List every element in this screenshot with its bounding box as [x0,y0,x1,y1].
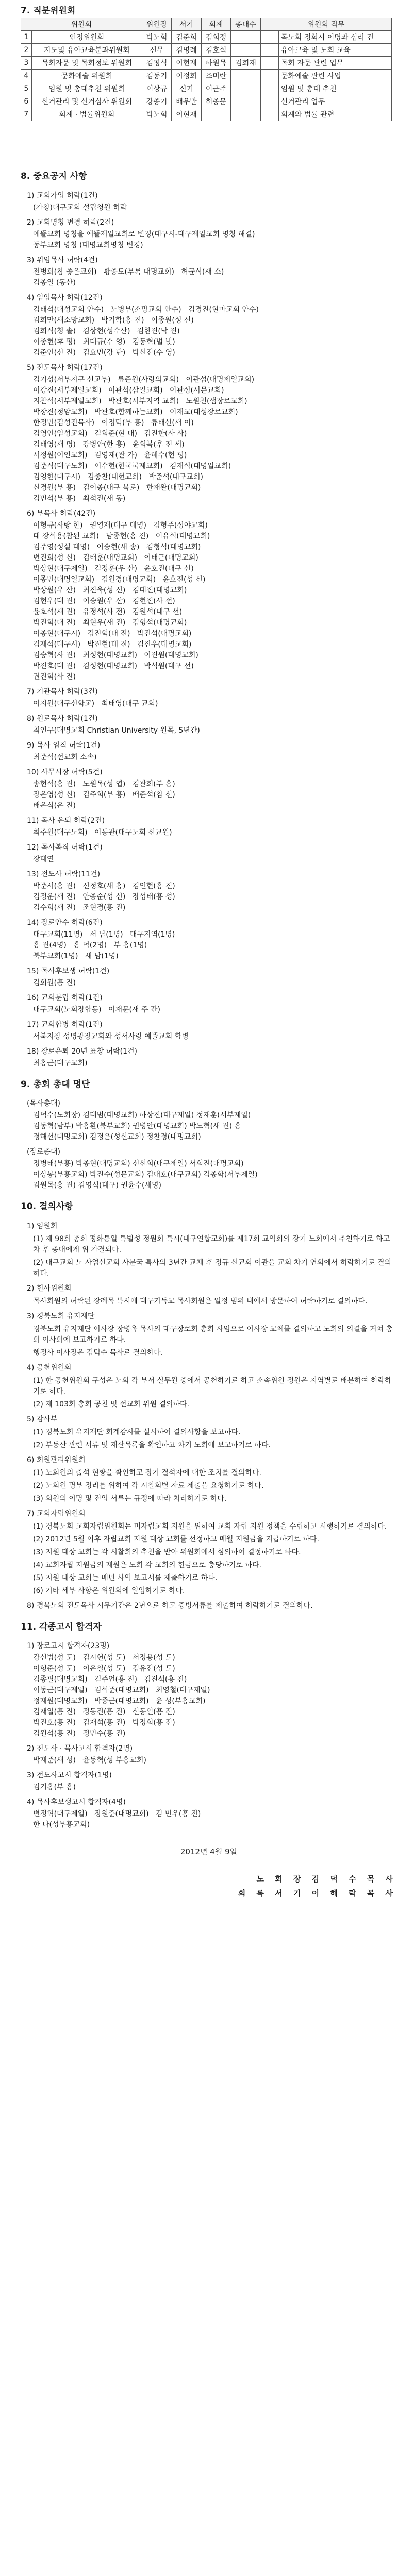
notice-item-line: 서정원(이인교회) 김영재(관 가) 윤혜수(현 평) [33,451,187,460]
resolution-paragraph: (6) 기타 세부 사항은 위원회에 일임하기로 하다. [33,1586,185,1595]
committee-cell: 문화예술 위원회 [31,70,142,82]
section-11-groups [21,1641,397,1831]
notice-item-line: 배은식(은 진) [33,801,76,810]
committee-cell: 김호석 [201,44,230,57]
notice-item-line: 송현석(흥 진) 노원목(성 엽) 김관희(부 흥) [33,779,175,788]
clergy-delegate-line: 김덕수(노회장) 김태범(대명교회) 하상진(대구제일) 정재훈(서부제일) [33,1111,251,1120]
committee-cell: 지도및 유아교육분과위원회 [31,44,142,57]
committee-cell: 김희재 [231,57,260,70]
notice-item-line: 한정민(김성진목사) 이정덕(부 흥) 류태선(새 이) [33,418,194,427]
committee-cell [260,82,278,95]
exam-passer-line: 김재일(흥 진) 정동진(흥 진) 신동인(흥 진) [33,1708,175,1716]
col-header-delegates: 총대수 [231,18,260,31]
notice-item-line: 박준서(흥 진) 신정호(새 흥) 김인현(흥 진) [33,882,175,890]
committee-cell [231,108,260,121]
resolution-paragraph: 행정사 이사장은 김덕수 목사로 결의하다. [33,1348,163,1357]
notice-item-line: 동부교회 명칭 (대명교회명칭 변경) [33,241,143,249]
clergy-delegate-line: 정해선(대명교회) 김정은(성신교회) 정찬정(대명교회) [33,1133,201,1141]
notice-item-line: 이형규(사랑 한) 권영재(대구 대명) 김형주(성야교회) [33,521,208,530]
committee-cell: 목회자문 및 목회정보 위원회 [31,57,142,70]
section-8-items [21,191,397,1069]
committee-cell: 신무 [142,44,171,57]
committee-cell [231,31,260,44]
committee-cell: 선거관리 업무 [278,95,391,108]
committee-cell: 인정위원회 [31,31,142,44]
resolution-paragraph: (2) 부동산 관련 서류 및 재산목록을 확인하고 차기 노회에 보고하기로 하다. [33,1440,271,1449]
committee-cell [231,82,260,95]
resolution-title: 4) 공천위원회 [27,1363,72,1372]
committee-cell: 회계와 법률 관련 [278,108,391,121]
notice-item-title: 4) 임임목사 허락(12건) [27,293,103,302]
committee-cell [260,57,278,70]
committee-cell: 5 [21,82,32,95]
section-9-title: 9. 총회 총대 명단 [21,1079,90,1090]
resolution-title: 2) 헌사위원회 [27,1284,72,1293]
exam-passer-line: 강신범(성 도) 김시헌(성 도) 서정용(성 도) [33,1654,175,1662]
notice-item-line: 김주영(성실 대명) 이승현(새 송) 김형석(대명교회) [33,543,201,551]
notice-item-line: 서북지장 성명광장교회와 성서사랑 예뜰교회 합병 [33,1032,189,1041]
committee-cell: 김동기 [142,70,171,82]
resolution-paragraph: (2) 2012년 5월 이후 자립교회 지원 대상 교회를 선정하고 매월 지원금을 지급하기로 하다. [33,1535,319,1544]
resolution-title: 5) 감사부 [27,1415,58,1423]
notice-item-title: 8) 원로목사 허락(1건) [27,714,98,723]
committee-cell: 이정희 [172,70,201,82]
section-10-items [21,1221,397,1612]
notice-item-title: 13) 전도사 허락(11건) [27,870,101,878]
committee-cell: 박노혁 [142,31,171,44]
moderator-signature: 노 회 장 김 덕 수 목 사 [256,1874,397,1884]
col-header-treasurer: 회계 [201,18,230,31]
notice-item-title: 14) 장로안수 허락(6건) [27,918,103,927]
notice-item-line: 김종일 (동산) [33,278,76,287]
exam-group-title: 1) 장로고시 합격자(23명) [27,1642,110,1650]
committee-cell: 1 [21,31,32,44]
notice-item-line: 최준석(선교회 소속) [33,753,97,761]
committee-cell: 이근주 [201,82,230,95]
notice-item-line: 전병희(참 좋은교회) 황종도(부록 대명교회) 허균식(새 소) [33,267,224,276]
committee-cell: 회계 · 법률위원회 [31,108,142,121]
notice-item-line: 최주원(대구노회) 이동관(대구노회 선교원) [33,828,172,837]
committee-cell: 김명례 [172,44,201,57]
notice-item-line: (가칭)대구교회 설립청원 허락 [33,203,127,212]
exam-passer-line: 김원석(흥 진) 정민수(흥 진) [33,1730,126,1738]
resolution-paragraph: (1) 경북노회 교회자립위원회는 미자립교회 지원을 위하여 교회 자립 지원 정책을 수립하고 시행하기로 결의하다. [33,1522,387,1531]
notice-item-line: 흥 진(4명) 흥 덕(2명) 부 흥(1명) [33,941,147,950]
committee-cell: 4 [21,70,32,82]
notice-item-line: 김수희(새 진) 조현경(흥 진) [33,903,126,912]
col-header-chair: 위원장 [142,18,171,31]
notice-item-line: 박진호(대 진) 김성현(대명교회) 박석원(대구 선) [33,662,194,670]
notice-item-title: 2) 교회명칭 변경 허락(2건) [27,218,114,227]
exam-passer-line: 박재준(새 성) 윤동혁(성 부흥교회) [33,1756,146,1765]
section-11-title: 11. 각종고시 합격자 [21,1621,102,1632]
elder-delegate-line: 정병태(부흥) 박종현(대명교회) 신선희(대구제일) 서희진(대명교회) [33,1160,244,1168]
committee-row [21,95,392,108]
committee-cell [260,70,278,82]
col-header-duty: 위원회 직무 [260,18,391,31]
notice-item-line: 이종현(대구시) 김진혁(대 진) 박진석(대명교회) [33,629,192,638]
notice-item-title: 11) 목사 은퇴 허락(2건) [27,816,105,825]
notice-item-title: 5) 전도목사 허락(17건) [27,363,103,372]
notice-item-line: 장태연 [33,855,54,863]
notice-item-line: 김현우(대 진) 이승원(우 산) 김현진(사 선) [33,597,175,605]
committee-cell: 선거관리 및 선거심사 위원회 [31,95,142,108]
notice-item-title: 18) 장로은퇴 20년 표창 허락(1건) [27,1047,137,1056]
committee-cell: 문화예술 관련 사업 [278,70,391,82]
committee-cell [260,44,278,57]
notice-item-line: 이종현(후 평) 최대규(수 영) 김동혁(별 빛) [33,337,175,346]
clergy-delegates [21,1110,397,1143]
section-8-title: 8. 중요공지 사항 [21,171,87,181]
committee-cell: 신기 [172,82,201,95]
committee-row [21,44,392,57]
notice-item-line: 김민석(부 흥) 최석진(새 동) [33,494,126,503]
notice-item-line: 김희원(흥 진) [33,978,76,987]
committee-cell [231,95,260,108]
document-body [21,170,397,1903]
committee-table [21,18,392,121]
col-header-secretary: 서기 [172,18,201,31]
resolution-paragraph: 목사회원의 허락된 장례목 특시에 대구기독교 목사회원은 일정 범위 내에서 방문하여 허락하기로 결의하다. [33,1297,368,1306]
notice-item-line: 변진희(성 신) 김태훈(대명교회) 이태근(대명교회) [33,553,198,562]
exam-passer-line: 이형준(성 도) 이은철(성 도) 김유진(성 도) [33,1665,175,1673]
exam-passer-line: 김기홍(부 흥) [33,1783,76,1791]
notice-item-line: 김정운(새 진) 안종순(성 신) 장성태(흥 성) [33,892,175,901]
resolution-paragraph: (4) 교회자립 지원금의 재원은 노회 각 교회의 헌금으로 충당하기로 하다. [33,1561,262,1569]
notice-item-line: 대구교회(노회장합동) 이재문(새 주 간) [33,1005,160,1014]
resolution-paragraph: 경북노회 유지재단 이사장 장병옥 목사의 대구장로회 총회 사임으로 이사장 교체를 결의하고 노회의 의결을 거쳐 총회 이사회에 보고하기로 하다. [33,1325,393,1344]
committee-cell: 6 [21,95,32,108]
section-10-title: 10. 결의사항 [21,1201,73,1212]
clergy-delegate-line: 김동혁(남부) 박흥환(북부교회) 권병안(대명교회) 박노혁(새 진) 흥 [33,1122,242,1130]
committee-row [21,31,392,44]
committee-cell: 조미란 [201,70,230,82]
notice-item-title: 10) 사무시장 허락(5건) [27,768,103,776]
notice-item-line: 이종민(대명일교회) 김원경(대명교회) 윤호진(성 신) [33,575,206,584]
resolution-paragraph: (1) 노회원의 출석 현황을 확인하고 장기 결석자에 대한 조치를 결의하다. [33,1468,262,1477]
notice-item-title: 3) 위임목사 허락(4건) [27,256,98,264]
committee-cell [201,108,230,121]
resolution-title: 1) 임원회 [27,1222,58,1230]
notice-item-line: 김준식(대구노회) 이수현(한국국제교회) 김재석(대명일교회) [33,462,231,470]
exam-passer-line: 박진호(흥 진) 김재석(흥 진) 박정희(흥 진) [33,1719,175,1727]
committee-cell [260,108,278,121]
elder-delegates [21,1159,397,1191]
exam-group-title: 3) 전도사고시 합격자(1명) [27,1771,112,1780]
notice-item-line: 최인구(대명교회 Christian University 원목, 5년간) [33,726,200,735]
clergy-delegates-label: (목사총대) [27,1099,61,1108]
notice-item-line: 대 장석용(참된 교회) 남종현(흥 진) 이유석(대명교회) [33,532,210,540]
notice-item-title: 17) 교회합병 허락(1건) [27,1020,103,1029]
resolution-paragraph: (3) 지원 대상 교회는 각 시찰회의 추천을 받아 위원회에서 심의하여 결정하기로 하다. [33,1548,301,1556]
notice-item-line: 박상현(대구제일) 김정훈(우 산) 윤호진(대구 선) [33,564,194,573]
resolution-paragraph: (2) 제 103회 총회 공천 및 선교회 위원 결의하다. [33,1400,189,1409]
notice-item-title: 6) 부목사 허락(42건) [27,509,96,518]
notice-item-line: 이강진(서부제일교회) 이관석(삼일교회) 이관성(서문교회) [33,386,224,395]
committee-cell: 이현재 [172,108,201,121]
committee-body [21,31,392,121]
notice-item-line: 김기성(서부지구 선교부) 류준원(사랑의교회) 이관섭(대명제일교회) [33,375,255,384]
resolution-title: 8) 경북노회 전도목사 시무기간은 2년으로 하고 증빙서류를 제출하여 허락하기로 결의하다. [27,1601,313,1610]
committee-cell [231,70,260,82]
resolution-title: 3) 경북노회 유지재단 [27,1312,95,1320]
notice-item-title: 12) 목사복직 허락(1건) [27,843,103,852]
exam-passer-line: 한 나(성부흥교회) [33,1821,90,1829]
committee-cell: 이상규 [142,82,171,95]
exam-passer-line: 김종필(대명교회) 김주언(흥 진) 김진석(흥 진) [33,1675,187,1684]
committee-cell: 김희정 [201,31,230,44]
resolution-paragraph: (3) 회원의 이명 및 전입 서류는 규정에 따라 처리하기로 하다. [33,1494,227,1503]
signature-date: 2012년 4월 9일 [180,1847,238,1856]
notice-item-line: 권진혁(사 진) [33,672,76,681]
notice-item-line: 박장진(정암교회) 박관호(함께하는교회) 이재교(대성장로교회) [33,408,238,416]
committee-row [21,70,392,82]
notice-item-line: 이지원(대구신학교) 최태영(대구 교회) [33,699,158,708]
exam-passer-line: 이동근(대구제일) 김석준(대명교회) 최영철(대구제일) [33,1686,210,1694]
committee-row [21,108,392,121]
exam-passer-line: 변정혁(대구제일) 장원준(대명교회) 김 민우(흥 진) [33,1810,201,1818]
notice-item-line: 지찬석(서부제일교회) 박관호(서부지역 교회) 노원천(샘장로교회) [33,397,247,405]
exam-group-title: 2) 전도사 · 목사고시 합격자(2명) [27,1744,133,1753]
notice-item-line: 박진혁(대 진) 최현우(새 진) 김형석(대명교회) [33,618,187,627]
committee-cell: 2 [21,44,32,57]
resolution-paragraph: (2) 대구교회 노 사업선교회 사분국 특사의 3년간 교체 후 정규 선교회 이관을 교회 차기 연회에서 허락하기로 결의하다. [33,1258,391,1278]
committee-cell: 임원 및 총대추천 위원회 [31,82,142,95]
notice-item-line: 김희만(새소망교회) 박기학(흥 진) 이종원(성 신) [33,316,194,325]
elder-delegates-label: (장로총대) [27,1148,61,1156]
resolution-title: 7) 교회자립위원회 [27,1509,86,1518]
committee-cell [260,95,278,108]
committee-cell: 이현재 [172,57,201,70]
committee-header-row [21,18,392,31]
committee-cell: 배우만 [172,95,201,108]
committee-cell: 임원 및 총대 추천 [278,82,391,95]
exam-passer-line: 정재원(대명교회) 박종근(대명교회) 윤 성(부흥교회) [33,1697,206,1705]
committee-cell: 목노회 정회시 이명과 심리 건 [278,31,391,44]
exam-group-title: 4) 목사후보생고시 합격자(4명) [27,1798,126,1806]
clerk-signature: 회 록 서 기 이 해 락 목 사 [238,1889,397,1898]
committee-cell: 김준희 [172,31,201,44]
notice-item-title: 1) 교회가입 허락(1건) [27,191,98,200]
notice-item-title: 16) 교회분립 허락(1건) [27,993,103,1002]
committee-cell: 강종기 [142,95,171,108]
resolution-paragraph: (1) 한 공천위원회 구성은 노회 각 부서 실무원 중에서 공천하기로 하고 소속위원 정원은 지역별로 배분하여 허락하기로 하다. [33,1376,392,1396]
notice-item-line: 대구교회(11명) 서 남(1명) 대구지역(1명) [33,930,175,939]
notice-item-line: 신경원(부 흥) 김이종(대구 북로) 한재완(대명교회) [33,483,201,492]
notice-item-line: 예뜰교회 명칭을 예뜰제일교회로 변경(대구시-대구제일교회 명칭 해결) [33,230,255,239]
committee-cell [260,31,278,44]
elder-delegate-line: 김원목(흥 진) 김영식(대구) 권윤수(새명) [33,1181,161,1190]
committee-cell: 박노혁 [142,108,171,121]
notice-item-title: 15) 목사후보생 허락(1건) [27,967,110,975]
committee-cell [231,44,260,57]
committee-row [21,57,392,70]
committee-cell: 하원목 [201,57,230,70]
notice-item-line: 김승혁(사 진) 최성현(대명교회) 이진원(대명교회) [33,651,198,659]
resolution-paragraph: (2) 노회원 명부 정리를 위하여 각 시찰회별 자료 제출을 요청하기로 하다. [33,1481,264,1490]
notice-item-line: 장은영(성 신) 김주희(부 흥) 배준석(참 신) [33,790,175,799]
resolution-title: 6) 회원관리위원회 [27,1455,86,1464]
notice-item-line: 김영인(임성교회) 김희준(현 대) 김진한(사 사) [33,429,187,438]
notice-item-line: 김영한(대구시) 김종찬(대현교회) 박준석(대구교회) [33,472,203,481]
committee-cell: 김평식 [142,57,171,70]
section-7-title: 7. 직분위원회 [21,6,76,16]
committee-cell: 허종문 [201,95,230,108]
notice-item-line: 박상원(우 산) 최진욱(성 신) 김대진(대명교회) [33,586,187,595]
notice-item-title: 7) 기관목사 허락(3건) [27,687,98,696]
committee-cell: 유아교육 및 노회 교육 [278,44,391,57]
signature-block [21,1846,397,1900]
notice-item-line: 최홍근(대구교회) [33,1059,88,1067]
committee-cell: 3 [21,57,32,70]
resolution-paragraph: (1) 경북노회 유지재단 회계감사를 실시하여 결의사항을 보고하다. [33,1428,241,1436]
notice-item-line: 김준인(신 진) 김효민(강 단) 박선진(수 영) [33,348,175,357]
committee-cell: 7 [21,108,32,121]
committee-cell: 목회 자문 관련 업무 [278,57,391,70]
committee-row [21,82,392,95]
resolution-paragraph: (1) 제 98회 총회 평화통일 특별성 정원회 특시(대구연합교회)를 제17회 교역회의 장기 노회에서 추천하기로 하고 차 후 총대에게 위 가결되다. [33,1234,390,1254]
col-header-committee: 위원회 [21,18,142,31]
notice-item-line: 김희식(청 솔) 김상현(성수산) 김한진(낙 진) [33,327,180,335]
notice-item-line: 북부교회(1명) 새 남(1명) [33,952,119,960]
resolution-paragraph: (5) 지원 대상 교회는 매년 사역 보고서를 제출하기로 하다. [33,1573,218,1582]
notice-item-title: 9) 목사 임직 허락(1건) [27,741,101,750]
notice-item-line: 김태석(대성교회 안수) 노병부(소망교회 안수) 김경진(현마교회 안수) [33,305,259,314]
notice-item-line: 김태영(새 명) 강병안(한 흥) 윤희복(후 전 세) [33,440,185,449]
notice-item-line: 윤호석(새 진) 유정석(사 전) 김원석(대구 선) [33,607,183,616]
elder-delegate-line: 이상봉(부흥교회) 박진수(성문교회) 김대호(대구교회) 김종학(서부제일) [33,1171,258,1179]
notice-item-line: 김재석(대구시) 박진현(대 진) 김진우(대명교회) [33,640,192,649]
